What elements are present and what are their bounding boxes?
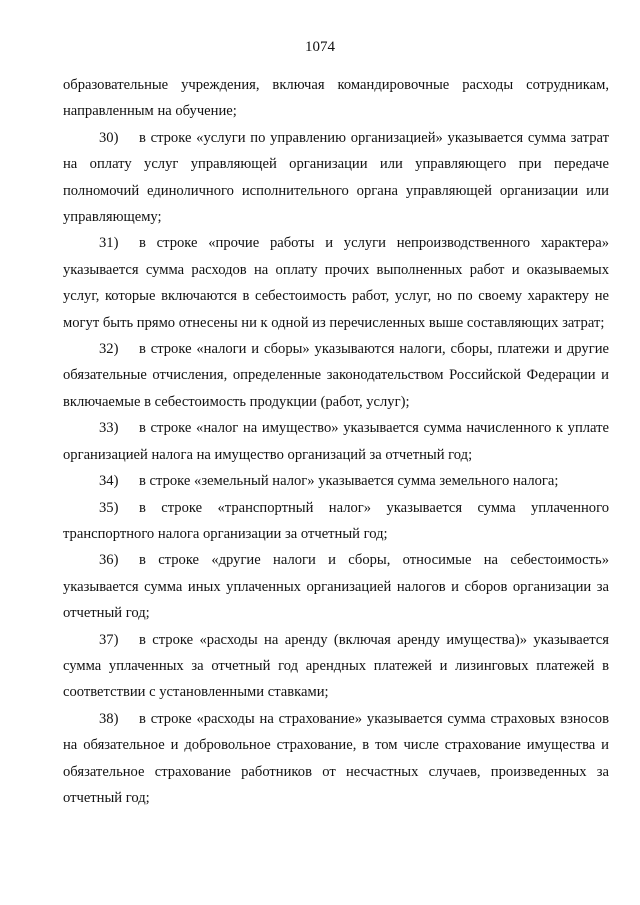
paragraph-text: в строке «налог на имущество» указывается сумма начисленного к уплате организацией налога на имущество организаций за отчетный год; <box>63 420 609 463</box>
item-number: 35) <box>99 499 119 516</box>
paragraph-item-35 <box>63 495 609 548</box>
paragraph-item-38 <box>63 706 609 812</box>
item-number: 38) <box>99 710 119 727</box>
paragraph-text: в строке «расходы на аренду (включая аренду имущества)» указывается сумма уплаченных за отчетный год арендных платежей и лизинговых платежей в соответствии с установленными ставками; <box>63 631 609 701</box>
document-body <box>63 72 609 811</box>
paragraph-item-34 <box>63 468 609 494</box>
paragraph-item-36 <box>63 547 609 626</box>
paragraph-item-31 <box>63 230 609 336</box>
paragraph-text: в строке «другие налоги и сборы, относимые на себестоимость» указывается сумма иных уплаченных организацией налогов и сборов организации за отчетный год; <box>63 552 609 622</box>
item-number: 33) <box>99 420 119 437</box>
page-number: 1074 <box>305 39 335 55</box>
item-number: 34) <box>99 473 119 490</box>
item-number: 30) <box>99 129 119 146</box>
paragraph-text: в строке «транспортный налог» указывается сумма уплаченного транспортного налога организации за отчетный год; <box>63 499 609 542</box>
paragraph-item-37 <box>63 627 609 706</box>
paragraph-text: в строке «налоги и сборы» указываются налоги, сборы, платежи и другие обязательные отчисления, определенные законодательством Российской Федерации и включаемые в себестоимость продукции (работ, услуг); <box>63 341 609 410</box>
item-number: 36) <box>99 552 119 569</box>
paragraph-continuation <box>63 72 609 125</box>
paragraph-text: в строке «расходы на страхование» указывается сумма страховых взносов на обязательное и добровольное страхование, в том числе страхование имущества и обязательное страхование работников от несчастных случаев, произведенных за отчетный год; <box>63 710 609 806</box>
paragraph-item-33 <box>63 415 609 468</box>
item-number: 37) <box>99 631 119 648</box>
item-number: 32) <box>99 341 119 358</box>
paragraph-item-30 <box>63 125 609 231</box>
item-number: 31) <box>99 235 119 252</box>
paragraph-text: в строке «прочие работы и услуги непроизводственного характера» указывается сумма расходов на оплату прочих выполненных работ и оказываемых услуг, которые включаются в себестоимость работ, услуг, но по своему характеру не могут быть прямо отнесены ни к одной из перечисленных выше составляющих затрат; <box>63 235 609 331</box>
paragraph-text: в строке «земельный налог» указывается сумма земельного налога; <box>139 473 559 490</box>
paragraph-text: образовательные учреждения, включая командировочные расходы сотрудникам, направленным на обучение; <box>63 77 609 120</box>
paragraph-text: в строке «услуги по управлению организацией» указывается сумма затрат на оплату услуг управляющей организации или управляющего при передаче полномочий единоличного исполнительного органа управляющей организации или управляющему; <box>63 129 609 226</box>
paragraph-item-32 <box>63 336 609 415</box>
